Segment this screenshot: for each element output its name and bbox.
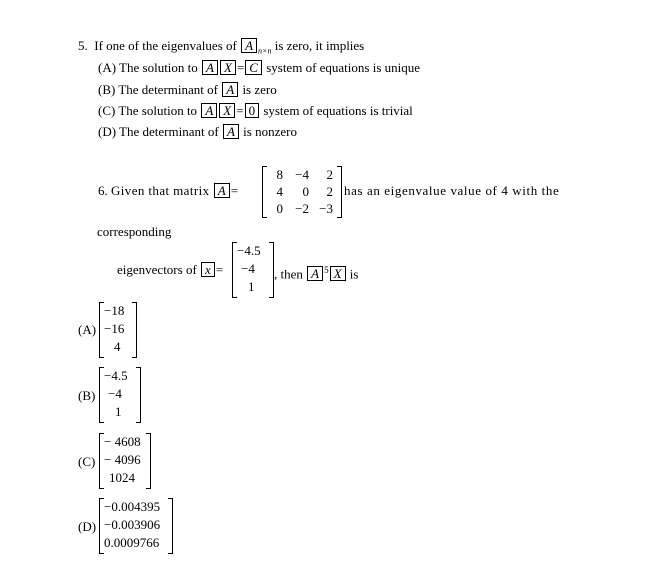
q6-number: 6. — [98, 183, 108, 198]
q6-stem: 6. Given that matrix A = — [98, 183, 239, 198]
q5-number: 5. — [78, 38, 88, 53]
option-a-label: (A) — [78, 322, 97, 337]
q6-matrix: 8 −4 2 4 0 2 0 −2 −3 — [262, 166, 342, 218]
option-d-vector[interactable]: −0.004395 −0.003906 0.0009766 — [99, 498, 173, 554]
q5-option-b: (B) The determinant of A is zero — [98, 82, 277, 97]
q5-option-a: (A) The solution to A X = C system of equations is unique — [98, 60, 421, 75]
q5-stem: 5. If one of the eigenvalues of A $_{n\times n}$ is zero, it implies — [78, 38, 365, 56]
q6-stem-corresponding: corresponding — [97, 224, 172, 239]
q6-eigenvector-text: eigenvectors of x = — [117, 262, 224, 277]
option-b-label: (B) — [78, 388, 96, 403]
option-c-vector[interactable]: − 4608 − 4096 1024 — [99, 433, 151, 489]
q6-then-text: , then A $^5$ X is — [274, 265, 359, 282]
option-a-vector[interactable]: −18 −16 4 — [99, 302, 137, 358]
q5-option-c: (C) The solution to A X = 0 system of equations is trivial — [98, 103, 413, 118]
option-c-label: (C) — [78, 454, 96, 469]
option-d-label: (D) — [78, 519, 97, 534]
q6-eigenvector: −4.5 −4 1 — [232, 242, 274, 298]
option-b-vector[interactable]: −4.5 −4 1 — [99, 367, 141, 423]
q5-option-d: (D) The determinant of A is nonzero — [98, 124, 297, 139]
matrix-a-symbol: A — [241, 38, 257, 53]
q6-stem-continued: has an eigenvalue value of 4 with the — [344, 183, 560, 198]
